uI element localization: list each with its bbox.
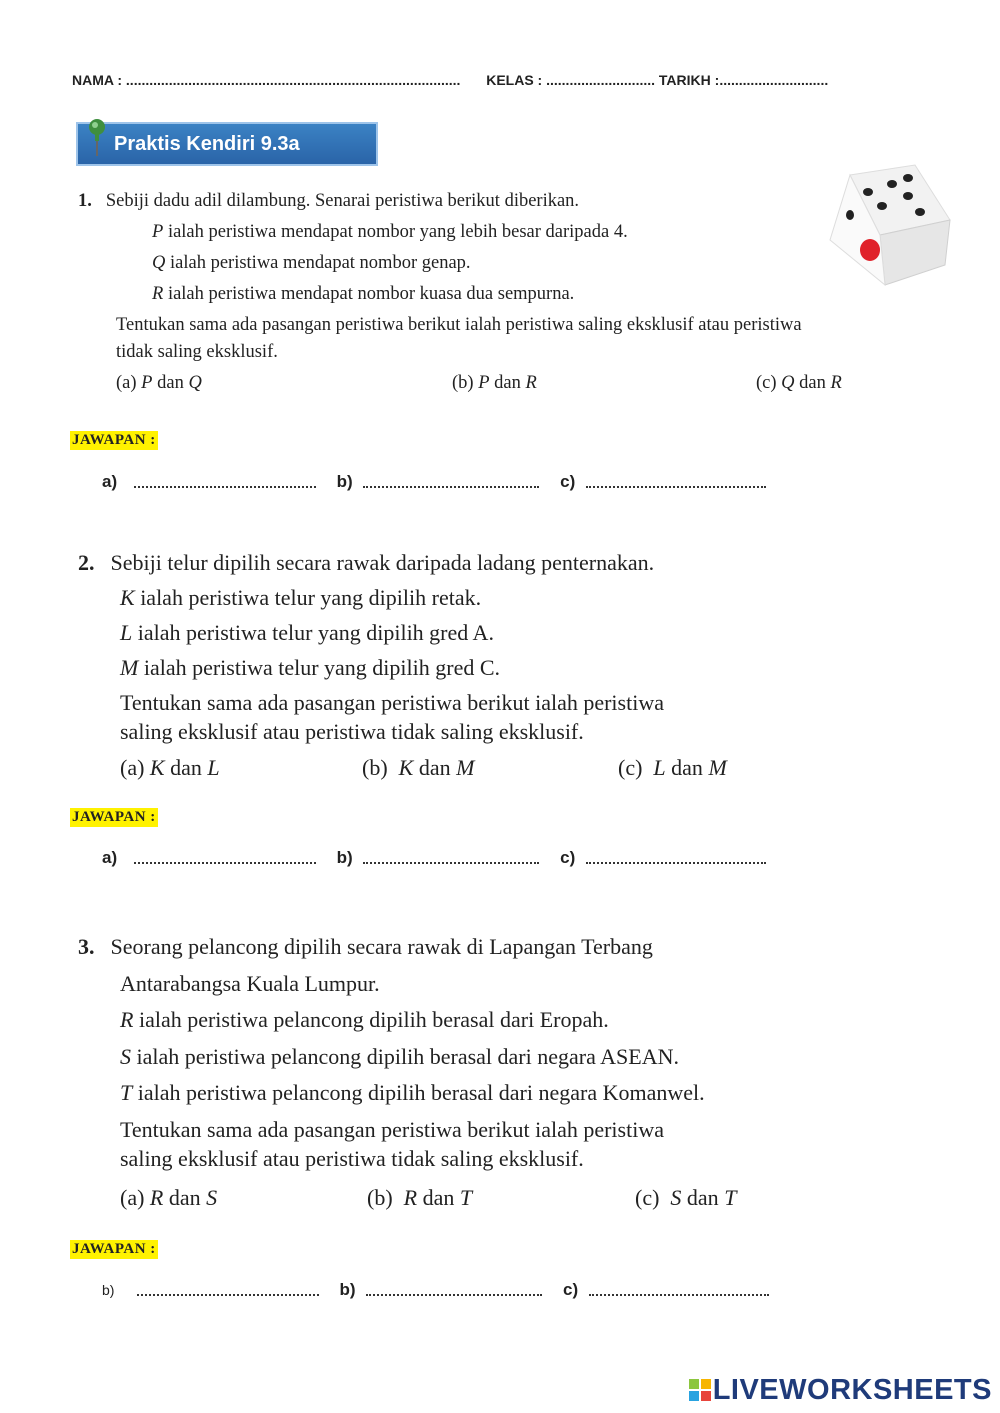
- answer-row-3: b) b) c): [102, 1280, 769, 1300]
- jawapan-label: JAWAPAN :: [72, 432, 156, 448]
- option-c: (c) Q dan R: [756, 373, 842, 393]
- event-definition: ialah peristiwa pelancong dipilih berasal dari negara ASEAN.: [131, 1043, 679, 1069]
- event-definition: ialah peristiwa mendapat nombor yang lebih besar daripada 4.: [163, 222, 628, 242]
- event-definition: ialah peristiwa telur yang dipilih gred A.: [132, 620, 494, 645]
- dice-image: [820, 160, 960, 290]
- jawapan-label: JAWAPAN :: [72, 1241, 156, 1257]
- option-a: (a) K dan L: [120, 755, 220, 780]
- option-a: (a) R dan S: [120, 1185, 218, 1210]
- event-variable: Q: [152, 253, 166, 273]
- event-variable: S: [120, 1043, 131, 1069]
- event-variable: K: [120, 585, 135, 610]
- answer-row-1: a) b) c): [102, 472, 766, 492]
- answer-blank-c[interactable]: [586, 478, 766, 488]
- question-2: [78, 545, 664, 746]
- option-b: (b) R dan T: [367, 1185, 473, 1210]
- answer-blank-a[interactable]: [134, 854, 316, 864]
- answer-blank-c[interactable]: [589, 1286, 769, 1296]
- question-intro-continued: Antarabangsa Kuala Lumpur.: [120, 970, 380, 996]
- event-variable: R: [152, 284, 164, 304]
- question-intro: Seorang pelancong dipilih secara rawak di Lapangan Terbang: [110, 934, 653, 959]
- section-title-banner: [76, 122, 378, 166]
- event-variable: P: [152, 222, 164, 242]
- pushpin-icon: [86, 118, 108, 158]
- question-1: [78, 186, 802, 366]
- answer-blank-b[interactable]: [363, 478, 539, 488]
- question-intro: Sebiji dadu adil dilambung. Senarai peristiwa berikut diberikan.: [105, 191, 580, 211]
- event-definition: ialah peristiwa pelancong dipilih berasal dari Eropah.: [133, 1007, 609, 1032]
- event-definition: ialah peristiwa mendapat nombor kuasa dua sempurna.: [163, 284, 575, 304]
- answer-blank-a[interactable]: [137, 1286, 319, 1296]
- event-variable: M: [120, 655, 139, 680]
- tarikh-field[interactable]: TARIKH :............................: [658, 72, 829, 88]
- jawapan-label: JAWAPAN :: [72, 809, 156, 825]
- liveworksheets-icon: [689, 1379, 711, 1401]
- answer-blank-a[interactable]: [134, 478, 316, 488]
- option-b: (b) P dan R: [452, 373, 537, 393]
- event-definition: ialah peristiwa telur yang dipilih gred C.: [138, 655, 501, 680]
- question-number: 1.: [78, 191, 92, 211]
- question-intro: Sebiji telur dipilih secara rawak daripada ladang penternakan.: [110, 550, 655, 575]
- option-b: (b) K dan M: [362, 755, 475, 780]
- event-variable: L: [120, 620, 133, 645]
- event-variable: T: [120, 1080, 133, 1105]
- question-number: 3.: [78, 934, 95, 959]
- option-c: (c) S dan T: [635, 1185, 737, 1210]
- answer-blank-b[interactable]: [366, 1286, 542, 1296]
- question-instruction: Tentukan sama ada pasangan peristiwa berikut ialah peristiwa saling eksklusif atau peristiwa tidak saling eksklusif.: [120, 690, 664, 744]
- student-info-header: [72, 72, 828, 88]
- answer-blank-b[interactable]: [363, 854, 539, 864]
- event-definition: ialah peristiwa pelancong dipilih berasal dari negara Komanwel.: [132, 1080, 705, 1105]
- question-instruction: Tentukan sama ada pasangan peristiwa berikut ialah peristiwa saling eksklusif atau peristiwa tidak saling eksklusif.: [116, 315, 802, 362]
- event-definition: ialah peristiwa mendapat nombor genap.: [165, 253, 471, 273]
- option-a: (a) P dan Q: [116, 373, 202, 393]
- question-instruction: Tentukan sama ada pasangan peristiwa berikut ialah peristiwa saling eksklusif atau peristiwa tidak saling eksklusif.: [120, 1116, 664, 1171]
- nama-field[interactable]: NAMA : ......................................................................................: [72, 72, 461, 88]
- event-definition: ialah peristiwa telur yang dipilih retak.: [134, 585, 482, 610]
- question-number: 2.: [78, 550, 95, 575]
- event-variable: R: [120, 1007, 134, 1032]
- kelas-field[interactable]: KELAS : ............................: [486, 72, 656, 88]
- brand-name: LIVEWORKSHEETS: [712, 1374, 992, 1406]
- answer-row-2: a) b) c): [102, 848, 766, 868]
- question-3: [78, 929, 705, 1173]
- liveworksheets-logo[interactable]: [689, 1374, 992, 1407]
- page-title: Praktis Kendiri 9.3a: [114, 133, 300, 155]
- answer-blank-c[interactable]: [586, 854, 766, 864]
- option-c: (c) L dan M: [618, 755, 727, 780]
